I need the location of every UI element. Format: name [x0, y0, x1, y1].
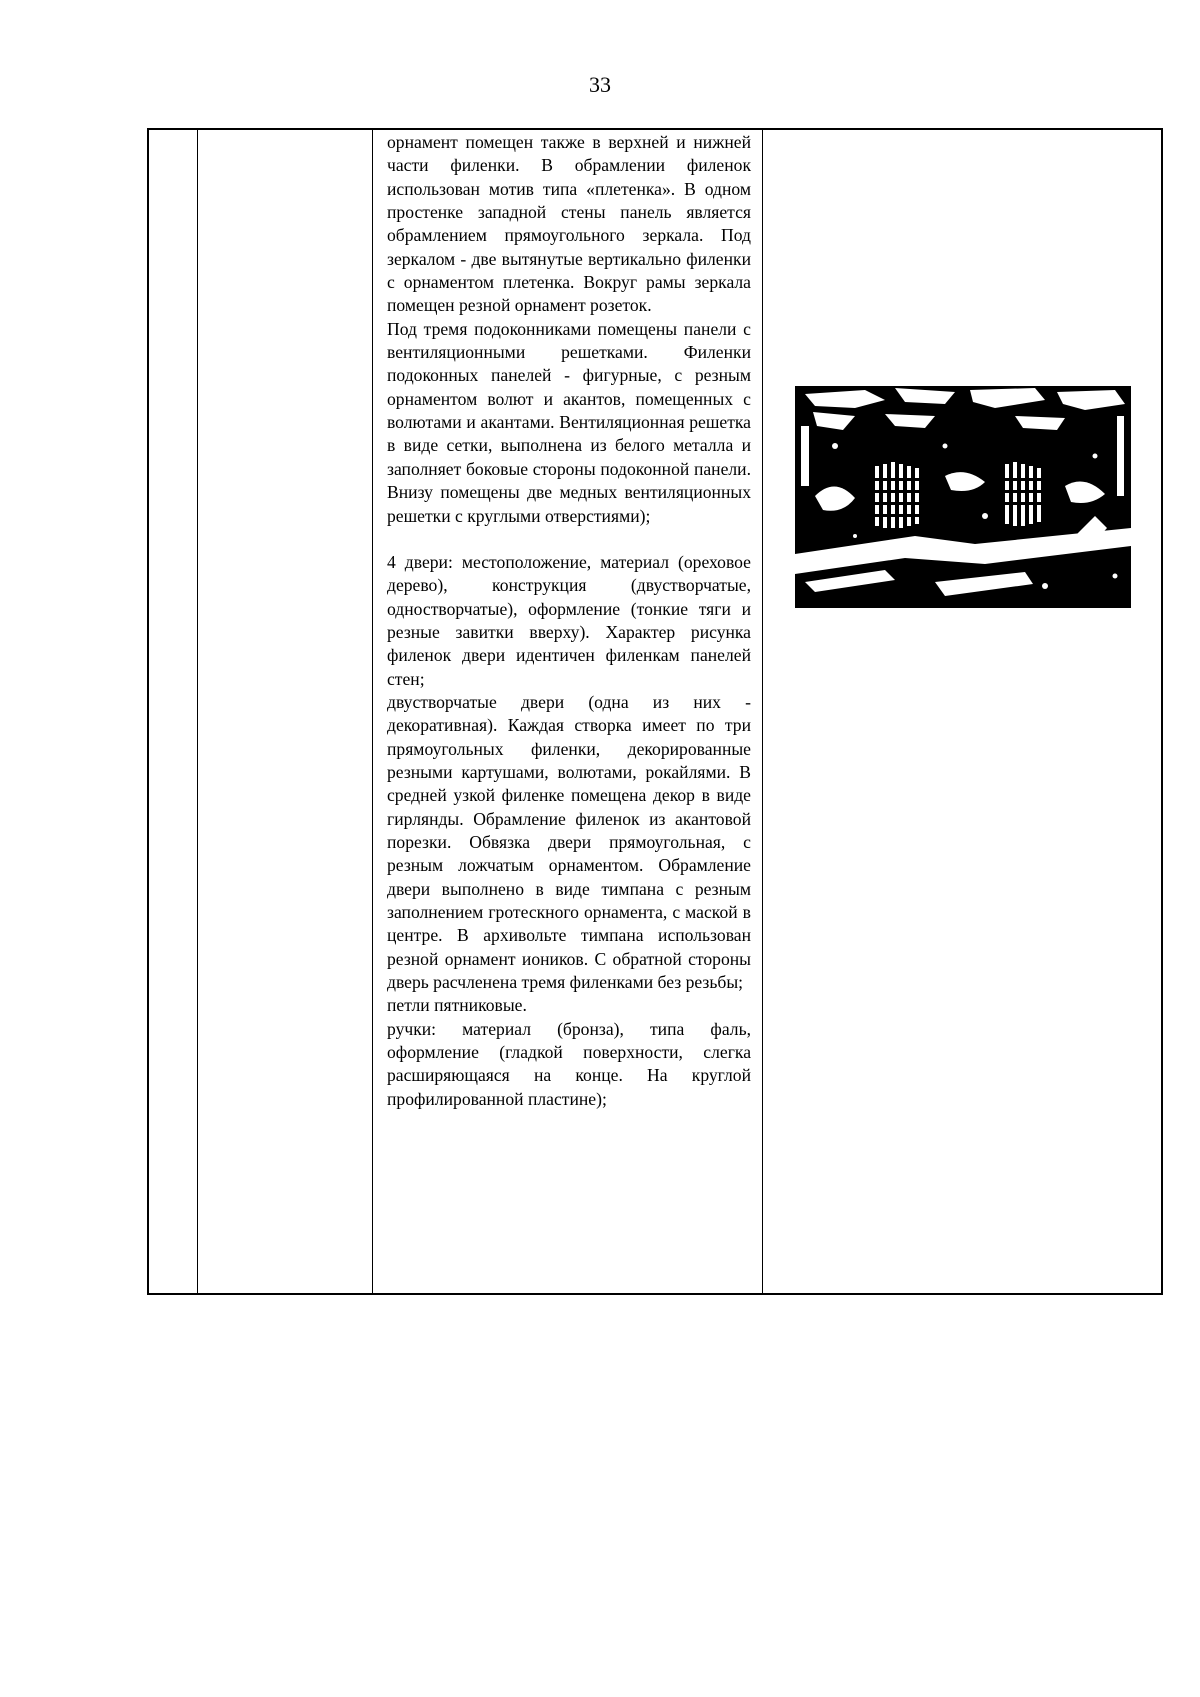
- paragraph-handles: ручки: материал (бронза), типа фаль, оформление (гладкой поверхности, слегка расширяющаяся на конце. На круглой профилированной пластине);: [387, 1018, 751, 1109]
- description-text-cell: [387, 131, 751, 1111]
- page-number: 33: [589, 72, 611, 97]
- column-divider-1: [197, 130, 198, 1293]
- window-panel-photo: [795, 386, 1131, 608]
- column-divider-3: [762, 130, 763, 1293]
- paragraph-double-doors: двустворчатые двери (одна из них - декоративная). Каждая створка имеет по три прямоугольных филенки, декорированные резными картушами, волютами, рокайлями. В средней узкой филенке помещена декор в виде гирлянды. Обрамление филенок из акантовой порезки. Обвязка двери прямоугольная, с резным ложчатым орнаментом. Обрамление двери выполнено в виде тимпана с резным заполнением гротескного орнамента, с маской в центре. В архивольте тимпана использован резной орнамент иоников. С обратной стороны дверь расчленена тремя филенками без резьбы;: [387, 691, 751, 993]
- paragraph-hinges: петли пятниковые.: [387, 995, 527, 1016]
- paragraph-doors: 4 двери: местоположение, материал (ореховое дерево), конструкция (двустворчатые, одностворчатые), оформление (тонкие тяги и резные завитки вверху). Характер рисунка филенок двери идентичен филенкам панелей стен;: [387, 551, 751, 689]
- paragraph-wall-panels: орнамент помещен также в верхней и нижней части филенки. В обрамлении филенок использован мотив типа «плетенка». В одном простенке западной стены панель является обрамлением прямоугольного зеркала. Под зеркалом - две вытянутые вертикально филенки с орнаментом плетенка. Вокруг рамы зеркала помещен резной орнамент розеток.: [387, 132, 751, 316]
- description-table: [147, 128, 1163, 1295]
- column-divider-2: [372, 130, 373, 1293]
- paragraph-window-panels: Под тремя подоконниками помещены панели с вентиляционными решетками. Филенки подоконных панелей - фигурные, с резным орнаментом волют и акантов, помещенных с волютами и акантами. Вентиляционная решетка в виде сетки, выполнена из белого металла и заполняет боковые стороны подоконной панели. Внизу помещены две медных вентиляционных решетки с круглыми отверстиями);: [387, 318, 751, 526]
